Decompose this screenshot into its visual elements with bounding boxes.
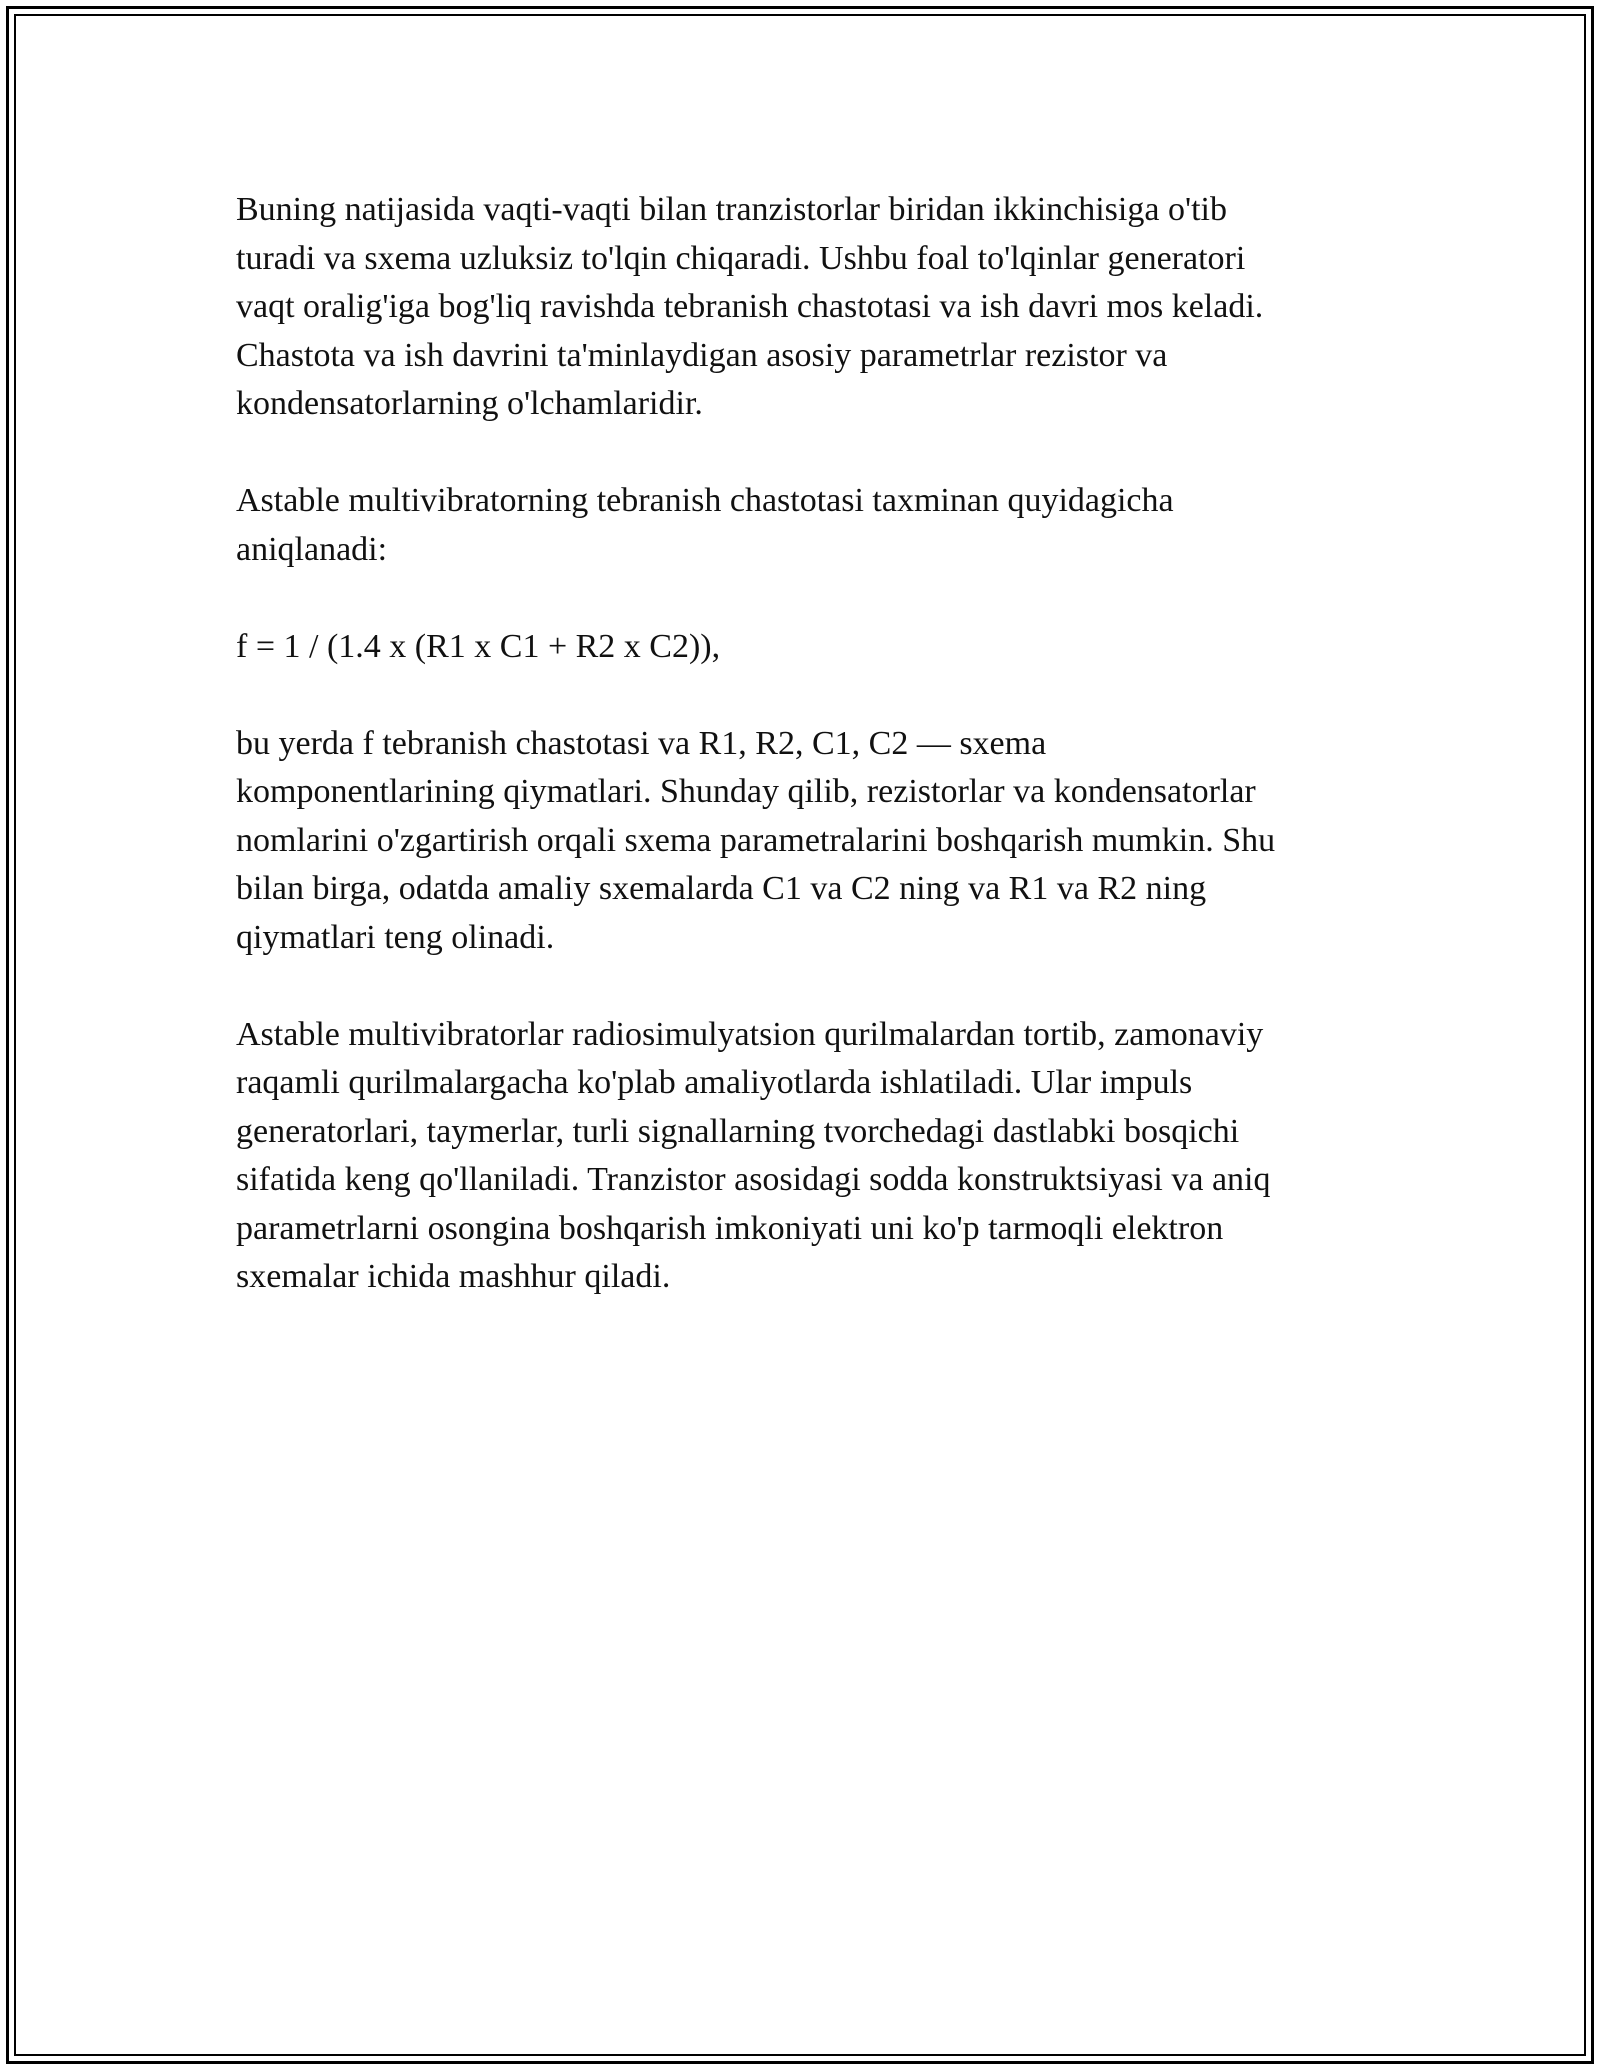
paragraph-frequency-intro: Astable multivibratorning tebranish chastotasi taxminan quyidagicha aniqlanadi:	[236, 482, 1174, 568]
document-body	[236, 186, 1366, 1350]
paragraph-applications: Astable multivibratorlar radiosimulyatsion qurilmalardan tortib, zamonaviy raqamli qurilmalargacha ko'plab amaliyotlarda ishlatiladi. Ular impuls generatorlari, taymerlar, turli signallarning tvorchedagi dastlabki bosqichi sifatida keng qo'llaniladi. Tranzistor asosidagi sodda konstruktsiyasi va aniq parametrlarni osongina boshqarish imkoniyati uni ko'p tarmoqli elektron sxemalar ichida mashhur qiladi.	[236, 1015, 1271, 1295]
paragraph-oscillation-description: Buning natijasida vaqti-vaqti bilan tranzistorlar biridan ikkinchisiga o'tib turadi va sxema uzluksiz to'lqin chiqaradi. Ushbu foal to'lqinlar generatori vaqt oralig'iga bog'liq ravishda tebranish chastotasi va ish davri mos keladi. Chastota va ish davrini ta'minlaydigan asosiy parametrlar rezistor va kondensatorlarning o'lchamlaridir.	[236, 191, 1264, 422]
frequency-formula: f = 1 / (1.4 x (R1 x C1 + R2 x C2)),	[236, 627, 721, 665]
paragraph-formula-explanation: bu yerda f tebranish chastotasi va R1, R2, C1, C2 — sxema komponentlarining qiymatlari. Shunday qilib, rezistorlar va kondensatorlar nomlarini o'zgartirish orqali sxema parametralarini boshqarish mumkin. Shu bilan birga, odatda amaliy sxemalarda C1 va C2 ning va R1 va R2 ning qiymatlari teng olinadi.	[236, 724, 1276, 956]
